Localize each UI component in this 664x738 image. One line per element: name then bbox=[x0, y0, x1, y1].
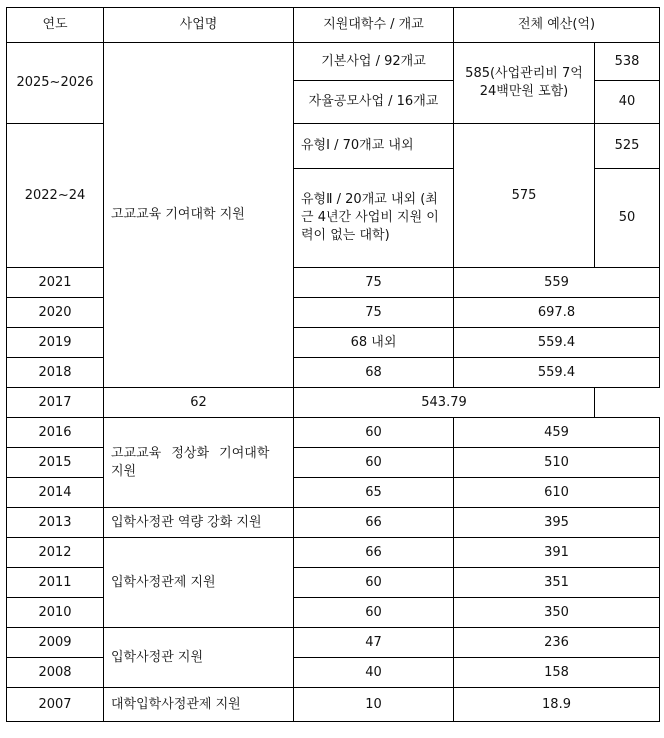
budget-cell: 350 bbox=[454, 598, 660, 628]
program-cell: 대학입학사정관제 지원 bbox=[104, 688, 294, 722]
budget-sub-cell: 525 bbox=[595, 124, 660, 169]
year-cell: 2016 bbox=[7, 418, 104, 448]
budget-cell: 459 bbox=[454, 418, 660, 448]
count-cell: 65 bbox=[294, 478, 454, 508]
year-cell: 2018 bbox=[7, 358, 104, 388]
count-cell: 60 bbox=[294, 418, 454, 448]
table-row bbox=[7, 628, 660, 658]
year-cell: 2012 bbox=[7, 538, 104, 568]
year-cell: 2022~24 bbox=[7, 124, 104, 268]
table-row bbox=[7, 388, 660, 418]
budget-total-cell: 575 bbox=[454, 124, 595, 268]
header-count: 지원대학수 / 개교 bbox=[294, 8, 454, 43]
budget-cell: 559.4 bbox=[454, 328, 660, 358]
budget-cell: 610 bbox=[454, 478, 660, 508]
count-cell: 40 bbox=[294, 658, 454, 688]
budget-cell: 351 bbox=[454, 568, 660, 598]
program-cell: 입학사정관제 지원 bbox=[104, 538, 294, 628]
count-cell: 47 bbox=[294, 628, 454, 658]
count-cell: 유형Ⅰ / 70개교 내외 bbox=[294, 124, 454, 169]
program-cell: 입학사정관 지원 bbox=[104, 628, 294, 688]
count-cell: 75 bbox=[294, 298, 454, 328]
year-cell: 2009 bbox=[7, 628, 104, 658]
program-cell: 고교교육 기여대학 지원 bbox=[104, 43, 294, 388]
count-cell: 68 bbox=[294, 358, 454, 388]
budget-table bbox=[6, 7, 660, 722]
table-row bbox=[7, 688, 660, 722]
header-row bbox=[7, 8, 660, 43]
count-cell: 68 내외 bbox=[294, 328, 454, 358]
year-cell: 2010 bbox=[7, 598, 104, 628]
year-cell: 2008 bbox=[7, 658, 104, 688]
budget-cell: 543.79 bbox=[294, 388, 595, 418]
year-cell: 2015 bbox=[7, 448, 104, 478]
budget-sub-cell: 50 bbox=[595, 169, 660, 268]
year-cell: 2007 bbox=[7, 688, 104, 722]
table-row bbox=[7, 508, 660, 538]
year-cell: 2025~2026 bbox=[7, 43, 104, 124]
budget-cell: 395 bbox=[454, 508, 660, 538]
count-cell: 기본사업 / 92개교 bbox=[294, 43, 454, 81]
budget-cell: 236 bbox=[454, 628, 660, 658]
budget-cell: 391 bbox=[454, 538, 660, 568]
count-cell: 60 bbox=[294, 598, 454, 628]
table-row bbox=[7, 538, 660, 568]
budget-total-cell: 585(사업관리비 7억24백만원 포함) bbox=[454, 43, 595, 124]
budget-sub-cell: 40 bbox=[595, 81, 660, 124]
year-cell: 2014 bbox=[7, 478, 104, 508]
header-program: 사업명 bbox=[104, 8, 294, 43]
budget-cell: 559 bbox=[454, 268, 660, 298]
header-year: 연도 bbox=[7, 8, 104, 43]
budget-cell: 18.9 bbox=[454, 688, 660, 722]
year-cell: 2019 bbox=[7, 328, 104, 358]
count-cell: 10 bbox=[294, 688, 454, 722]
budget-cell: 697.8 bbox=[454, 298, 660, 328]
count-cell: 유형Ⅱ / 20개교 내외 (최근 4년간 사업비 지원 이력이 없는 대학) bbox=[294, 169, 454, 268]
program-cell: 고교교육 정상화 기여대학 지원 bbox=[104, 418, 294, 508]
count-cell: 66 bbox=[294, 538, 454, 568]
count-cell: 62 bbox=[104, 388, 294, 418]
table-row bbox=[7, 43, 660, 81]
budget-cell: 559.4 bbox=[454, 358, 660, 388]
count-cell: 60 bbox=[294, 448, 454, 478]
table-row bbox=[7, 418, 660, 448]
budget-sub-cell: 538 bbox=[595, 43, 660, 81]
year-cell: 2011 bbox=[7, 568, 104, 598]
year-cell: 2020 bbox=[7, 298, 104, 328]
count-cell: 66 bbox=[294, 508, 454, 538]
count-cell: 60 bbox=[294, 568, 454, 598]
program-cell: 입학사정관 역량 강화 지원 bbox=[104, 508, 294, 538]
count-cell: 75 bbox=[294, 268, 454, 298]
budget-cell: 158 bbox=[454, 658, 660, 688]
year-cell: 2017 bbox=[7, 388, 104, 418]
year-cell: 2021 bbox=[7, 268, 104, 298]
header-budget: 전체 예산(억) bbox=[454, 8, 660, 43]
year-cell: 2013 bbox=[7, 508, 104, 538]
count-cell: 자율공모사업 / 16개교 bbox=[294, 81, 454, 124]
budget-cell: 510 bbox=[454, 448, 660, 478]
